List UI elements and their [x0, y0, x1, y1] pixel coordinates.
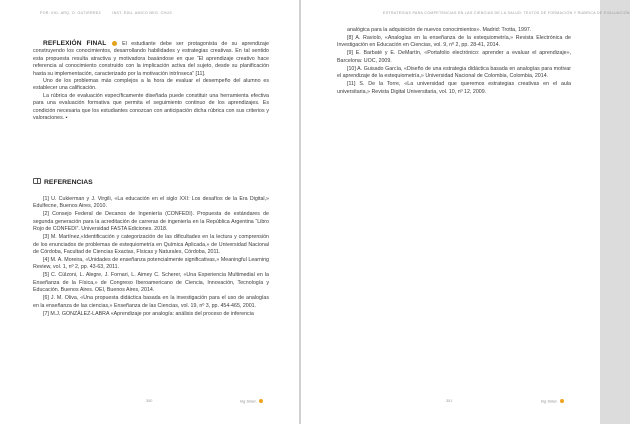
brand-logo-icon: [560, 399, 564, 403]
reflection-paragraph-3: La rúbrica de evaluación específicamente diseñada puede constituir una herramienta efectiva para una evaluación formativa que permita el seguimiento continuo de los aprendizajes. Es condición necesaria que los estudiantes conozcan con anticipación dicha rúbrica con sus criterios y valoraciones. ▪: [33, 92, 269, 122]
reflection-section: [33, 40, 269, 122]
reference-item: [4] M. A. Moreira, «Unidades de enseñanza potencialmente significativas,» Meaningful Learning Review, vol. 1, nº 2, pp. 43-63, 2011.: [33, 257, 269, 271]
reflection-paragraph-2: Uno de los problemas más complejos a la hora de evaluar el desempeño del alumno es establecer una calificación.: [33, 78, 269, 92]
references-heading: [33, 178, 93, 186]
footer-brand-text: Ing Soluc.: [240, 399, 257, 404]
reference-item: [1] U. Cukierman y J. Virgili, «La educación en el siglo XXI: Los desafíos de la Era Digital,» Edulfecne, Buenos Aires, 2010.: [33, 196, 269, 210]
page-number-left: 350: [146, 399, 153, 403]
reference-item: [3] M. Martínez,«Identificación y categorización de las dificultades en la lectura y comprensión de los enunciados de problemas de estequiometría en Química Aplicada,» de Universidad Nacional de Córdoba, Facultad de Ciencias Exactas, Físicas y Naturales, Córdoba, 2011.: [33, 234, 269, 256]
reflection-text: El estudiante debe ser protagonista de su aprendizaje construyendo los conocimientos, desarrollando habilidades y estrategias creativas. En tal sentido esta propuesta resulta atractiva y motivadora basándose en que “El aprendizaje creativo hace referencia al conocimiento construido con la implicación activa del sujeto, desde su planificación hasta su implementación, caracterizado por la motivación intrínseca” [11].: [33, 41, 269, 77]
running-head-institution: INST. EDU. AMICO NEG. CHUS: [112, 11, 173, 15]
left-page: [0, 0, 299, 424]
reflection-title: REFLEXIÓN FINAL: [43, 40, 107, 47]
references-list-right: [337, 27, 571, 97]
reference-item: [7] M.J. GONZÁLEZ-LABRA «Aprendizaje por analogía: análisis del proceso de inferencia: [43, 310, 254, 317]
brand-logo-icon: [259, 399, 263, 403]
book-icon: [33, 178, 41, 184]
right-page: [301, 0, 630, 424]
running-head-title: ESTRATEGIAS PARA COMPETENCIAS EN LAS CIENCIAS DE LA SALUD: TEXTOS DE FORMACIÓN Y RUBRICA DE EVALUACIÓN: [383, 11, 630, 15]
reference-item: [10] A. Guisado García, «Diseño de una estrategia didáctica basada en analogías para motivar el aprendizaje de la estequiometría,» Universidad Nacional de Colombia, Colombia, 2014.: [337, 65, 571, 80]
reference-item: analógica para la adquisición de nuevos conocimientos». Madrid: Trotta, 1997.: [347, 27, 532, 33]
running-head: [40, 11, 172, 15]
references-list-left: [33, 196, 269, 319]
reference-item: [11] S. De la Torre, «La universidad que queremos estrategias creativas en el aula universitaria,» Revista Digital Universitaria, vol. 10, nº 12, 2009.: [337, 81, 571, 95]
footer-brand-right: [541, 399, 564, 404]
running-head: [383, 11, 630, 15]
reference-item: [5] C. Cúlzoni, L. Alegre, J. Fornari, L. Aimey C. Scherer, «Una Experiencia Multimedial en la Enseñanza de la Física,» de Congreso Iberoamericano de Ciencia, Innovación, Tecnología y Educación. Buenos Aires. OEI, Buenos Aires, 2014.: [33, 272, 269, 294]
running-head-author: POR: KID. ARQ. O. GUTIERREZ: [40, 11, 102, 15]
lightbulb-icon: [112, 41, 117, 46]
reference-item: [2] Consejo Federal de Decanos de Ingeniería (CONFEDI). Propuesta de estándares de segunda generación para la acreditación de carreras de ingeniería en la República Argentina “Libro Rojo de CONFEDI”. Universidad FASTA Ediciones. 2018.: [33, 211, 269, 233]
page-number-right: 351: [446, 399, 453, 403]
footer-brand-text: Ing Soluc.: [541, 399, 558, 404]
references-heading-text: REFERENCIAS: [44, 179, 93, 186]
reference-item: [8] A. Raviolo, «Analogías en la enseñanza de la estequiometría,» Revista Electrónica de Investigación en Educación en Ciencias, vol. 9, nº 2, pp. 28-41, 2014.: [337, 35, 571, 49]
reference-item: [9] E. Barbaté y E. DeMartín, «Portafolio electrónico: aprender a evaluar el aprendizaje», Barcelona: UOC, 2009.: [337, 50, 571, 64]
footer-brand-left: [240, 399, 263, 404]
reflection-paragraph-1: [33, 40, 269, 78]
reference-item: [6] J. M. Oliva, «Una propuesta didáctica basada en la investigación para el uso de analogías en la enseñanza de las ciencias,» Enseñanza de las Ciencias, vol. 19, nº 3, pp. 454-465, 2001.: [33, 295, 269, 309]
